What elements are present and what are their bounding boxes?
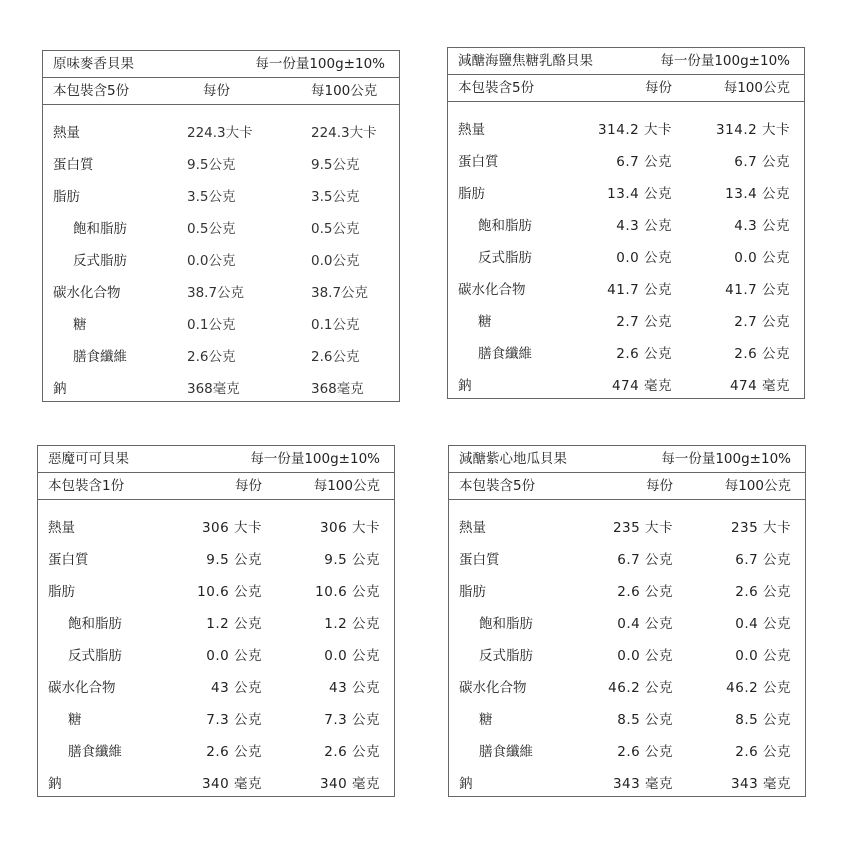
- nutrient-label: 碳水化合物: [48, 680, 116, 696]
- nutrient-row: [449, 640, 805, 672]
- per-100g-value: 41.7 公克: [725, 282, 790, 298]
- per-100g-value: 46.2 公克: [726, 680, 791, 696]
- per-serving-value: 0.0 公克: [206, 648, 262, 664]
- per-100g-value: 235 大卡: [730, 520, 791, 536]
- per-serving-value: 6.7 公克: [616, 154, 672, 170]
- nutrient-rows: [448, 102, 804, 402]
- nutrient-label: 反式脂肪: [479, 648, 533, 664]
- per-serving-value: 1.2 公克: [206, 616, 262, 632]
- per-serving-value: 368毫克: [187, 381, 240, 397]
- nutrient-label: 反式脂肪: [73, 253, 127, 269]
- nutrient-row: [449, 768, 805, 800]
- package-servings: 本包裝含5份: [53, 83, 130, 99]
- per-serving-value: 306 大卡: [201, 520, 262, 536]
- label-title-row: [449, 446, 805, 473]
- per-serving-value: 38.7公克: [187, 285, 245, 301]
- per-100g-value: 9.5公克: [311, 157, 360, 173]
- per-serving-value: 2.6 公克: [616, 346, 672, 362]
- label-title-row: [38, 446, 394, 473]
- per-100g-value: 7.3 公克: [324, 712, 380, 728]
- per-serving-value: 41.7 公克: [607, 282, 672, 298]
- per-serving-value: 6.7 公克: [617, 552, 673, 568]
- per-serving-value: 0.4 公克: [617, 616, 673, 632]
- per-serving-value: 10.6 公克: [197, 584, 262, 600]
- nutrient-rows: [43, 105, 399, 405]
- serving-size: 每一份量100g±10%: [661, 451, 791, 467]
- per-serving-value: 340 毫克: [201, 776, 262, 792]
- package-servings: 本包裝含5份: [459, 478, 536, 494]
- per-100g-value: 13.4 公克: [725, 186, 790, 202]
- nutrient-label: 飽和脂肪: [73, 221, 127, 237]
- per-serving-value: 2.6 公克: [617, 584, 673, 600]
- per-100g-value: 10.6 公克: [315, 584, 380, 600]
- per-100g-value: 0.5公克: [311, 221, 360, 237]
- per-serving-value: 8.5 公克: [617, 712, 673, 728]
- nutrient-label: 反式脂肪: [68, 648, 122, 664]
- nutrient-label: 脂肪: [53, 189, 80, 205]
- nutrient-row: [448, 178, 804, 210]
- product-name: 減醣海鹽焦糖乳酪貝果: [458, 53, 593, 69]
- nutrient-label: 膳食纖維: [73, 349, 127, 365]
- nutrient-label: 碳水化合物: [459, 680, 527, 696]
- per-100g-value: 0.0 公克: [734, 250, 790, 266]
- nutrient-row: [43, 309, 399, 341]
- nutrient-label: 糖: [68, 712, 82, 728]
- per-100g-value: 0.0 公克: [324, 648, 380, 664]
- per-100g-value: 340 毫克: [319, 776, 380, 792]
- nutrient-row: [38, 768, 394, 800]
- per-100g-value: 0.4 公克: [735, 616, 791, 632]
- nutrient-row: [38, 640, 394, 672]
- per-serving-value: 9.5公克: [187, 157, 236, 173]
- per-serving-value: 9.5 公克: [206, 552, 262, 568]
- nutrient-label: 熱量: [53, 125, 80, 141]
- per-100g-value: 4.3 公克: [734, 218, 790, 234]
- nutrient-label: 碳水化合物: [53, 285, 121, 301]
- nutrient-row: [448, 274, 804, 306]
- product-name: 惡魔可可貝果: [48, 451, 129, 467]
- per-serving-value: 2.6公克: [187, 349, 236, 365]
- package-servings: 本包裝含5份: [458, 80, 535, 96]
- product-name: 減醣紫心地瓜貝果: [459, 451, 567, 467]
- nutrient-label: 蛋白質: [459, 552, 500, 568]
- nutrient-row: [43, 245, 399, 277]
- nutrient-row: [43, 277, 399, 309]
- per-100g-value: 2.7 公克: [734, 314, 790, 330]
- per-100g-value: 368毫克: [311, 381, 364, 397]
- nutrient-label: 糖: [479, 712, 493, 728]
- per-100g-value: 0.1公克: [311, 317, 360, 333]
- nutrient-label: 反式脂肪: [478, 250, 532, 266]
- nutrient-label: 熱量: [48, 520, 75, 536]
- per-serving-value: 0.1公克: [187, 317, 236, 333]
- per-serving-value: 0.0 公克: [617, 648, 673, 664]
- nutrition-label-devil-cocoa-bagel: [37, 445, 395, 797]
- nutrient-label: 糖: [478, 314, 492, 330]
- nutrient-rows: [38, 500, 394, 800]
- nutrient-row: [38, 576, 394, 608]
- nutrient-row: [449, 736, 805, 768]
- per-serving-value: 4.3 公克: [616, 218, 672, 234]
- per-100g-value: 474 毫克: [729, 378, 790, 394]
- nutrient-row: [43, 149, 399, 181]
- nutrient-row: [38, 704, 394, 736]
- nutrient-row: [448, 210, 804, 242]
- nutrient-label: 糖: [73, 317, 87, 333]
- per-serving-header: 每份: [203, 83, 230, 99]
- label-column-header-row: [449, 473, 805, 500]
- per-100g-value: 6.7 公克: [734, 154, 790, 170]
- nutrient-row: [43, 373, 399, 405]
- per-serving-value: 0.5公克: [187, 221, 236, 237]
- nutrient-label: 鈉: [458, 378, 472, 394]
- per-100g-value: 2.6 公克: [735, 744, 791, 760]
- nutrient-label: 飽和脂肪: [68, 616, 122, 632]
- nutrient-row: [449, 608, 805, 640]
- per-serving-value: 7.3 公克: [206, 712, 262, 728]
- per-serving-value: 224.3大卡: [187, 125, 253, 141]
- nutrient-row: [448, 242, 804, 274]
- nutrient-row: [449, 704, 805, 736]
- nutrient-label: 熱量: [459, 520, 486, 536]
- nutrient-row: [43, 117, 399, 149]
- nutrient-label: 膳食纖維: [479, 744, 533, 760]
- per-100g-header: 每100公克: [723, 80, 790, 96]
- nutrient-label: 脂肪: [458, 186, 485, 202]
- nutrient-label: 鈉: [48, 776, 62, 792]
- product-name: 原味麥香貝果: [53, 56, 134, 72]
- per-100g-value: 6.7 公克: [735, 552, 791, 568]
- per-serving-value: 314.2 大卡: [598, 122, 672, 138]
- nutrient-label: 脂肪: [459, 584, 486, 600]
- per-serving-value: 343 毫克: [612, 776, 673, 792]
- per-serving-value: 474 毫克: [611, 378, 672, 394]
- nutrient-row: [449, 576, 805, 608]
- nutrition-label-sea-salt-caramel-bagel: [447, 47, 805, 399]
- per-100g-value: 2.6 公克: [324, 744, 380, 760]
- serving-size: 每一份量100g±10%: [250, 451, 380, 467]
- nutrient-row: [448, 338, 804, 370]
- nutrient-row: [38, 544, 394, 576]
- per-serving-value: 2.6 公克: [617, 744, 673, 760]
- per-serving-value: 2.6 公克: [206, 744, 262, 760]
- per-100g-value: 314.2 大卡: [716, 122, 790, 138]
- nutrient-label: 膳食纖維: [68, 744, 122, 760]
- label-title-row: [448, 48, 804, 75]
- nutrition-label-purple-sweet-potato-bagel: [448, 445, 806, 797]
- per-serving-header: 每份: [646, 478, 673, 494]
- nutrient-label: 脂肪: [48, 584, 75, 600]
- nutrient-row: [449, 544, 805, 576]
- per-100g-value: 38.7公克: [311, 285, 369, 301]
- per-100g-value: 8.5 公克: [735, 712, 791, 728]
- per-100g-value: 2.6 公克: [734, 346, 790, 362]
- nutrient-label: 熱量: [458, 122, 485, 138]
- nutrient-label: 蛋白質: [48, 552, 89, 568]
- per-serving-value: 46.2 公克: [608, 680, 673, 696]
- per-100g-value: 0.0公克: [311, 253, 360, 269]
- nutrient-label: 鈉: [53, 381, 67, 397]
- nutrient-label: 碳水化合物: [458, 282, 526, 298]
- per-100g-value: 343 毫克: [730, 776, 791, 792]
- nutrient-rows: [449, 500, 805, 800]
- package-servings: 本包裝含1份: [48, 478, 125, 494]
- nutrient-row: [448, 370, 804, 402]
- per-100g-value: 43 公克: [329, 680, 380, 696]
- per-100g-value: 224.3大卡: [311, 125, 377, 141]
- per-100g-value: 2.6公克: [311, 349, 360, 365]
- label-column-header-row: [448, 75, 804, 102]
- per-100g-value: 3.5公克: [311, 189, 360, 205]
- nutrient-row: [38, 736, 394, 768]
- per-serving-value: 13.4 公克: [607, 186, 672, 202]
- nutrient-row: [38, 672, 394, 704]
- nutrient-row: [38, 608, 394, 640]
- per-100g-value: 306 大卡: [319, 520, 380, 536]
- nutrient-label: 膳食纖維: [478, 346, 532, 362]
- nutrient-label: 飽和脂肪: [478, 218, 532, 234]
- nutrient-label: 鈉: [459, 776, 473, 792]
- per-100g-header: 每100公克: [724, 478, 791, 494]
- per-100g-value: 2.6 公克: [735, 584, 791, 600]
- serving-size: 每一份量100g±10%: [660, 53, 790, 69]
- per-serving-value: 2.7 公克: [616, 314, 672, 330]
- nutrition-label-plain-bagel: [42, 50, 400, 402]
- nutrient-row: [43, 181, 399, 213]
- nutrient-label: 蛋白質: [53, 157, 94, 173]
- per-serving-value: 0.0公克: [187, 253, 236, 269]
- per-100g-value: 1.2 公克: [324, 616, 380, 632]
- per-serving-value: 235 大卡: [612, 520, 673, 536]
- nutrient-row: [449, 512, 805, 544]
- nutrient-label: 蛋白質: [458, 154, 499, 170]
- nutrient-row: [38, 512, 394, 544]
- nutrient-row: [43, 341, 399, 373]
- per-serving-value: 3.5公克: [187, 189, 236, 205]
- nutrient-row: [448, 146, 804, 178]
- per-serving-value: 43 公克: [211, 680, 262, 696]
- nutrient-row: [43, 213, 399, 245]
- label-column-header-row: [38, 473, 394, 500]
- serving-size: 每一份量100g±10%: [255, 56, 385, 72]
- per-100g-value: 0.0 公克: [735, 648, 791, 664]
- per-serving-header: 每份: [645, 80, 672, 96]
- per-100g-value: 9.5 公克: [324, 552, 380, 568]
- per-100g-header: 每100公克: [313, 478, 380, 494]
- per-serving-header: 每份: [235, 478, 262, 494]
- nutrient-row: [448, 306, 804, 338]
- nutrient-row: [449, 672, 805, 704]
- per-serving-value: 0.0 公克: [616, 250, 672, 266]
- nutrient-row: [448, 114, 804, 146]
- per-100g-header: 每100公克: [311, 83, 378, 99]
- label-column-header-row: [43, 78, 399, 105]
- label-title-row: [43, 51, 399, 78]
- nutrient-label: 飽和脂肪: [479, 616, 533, 632]
